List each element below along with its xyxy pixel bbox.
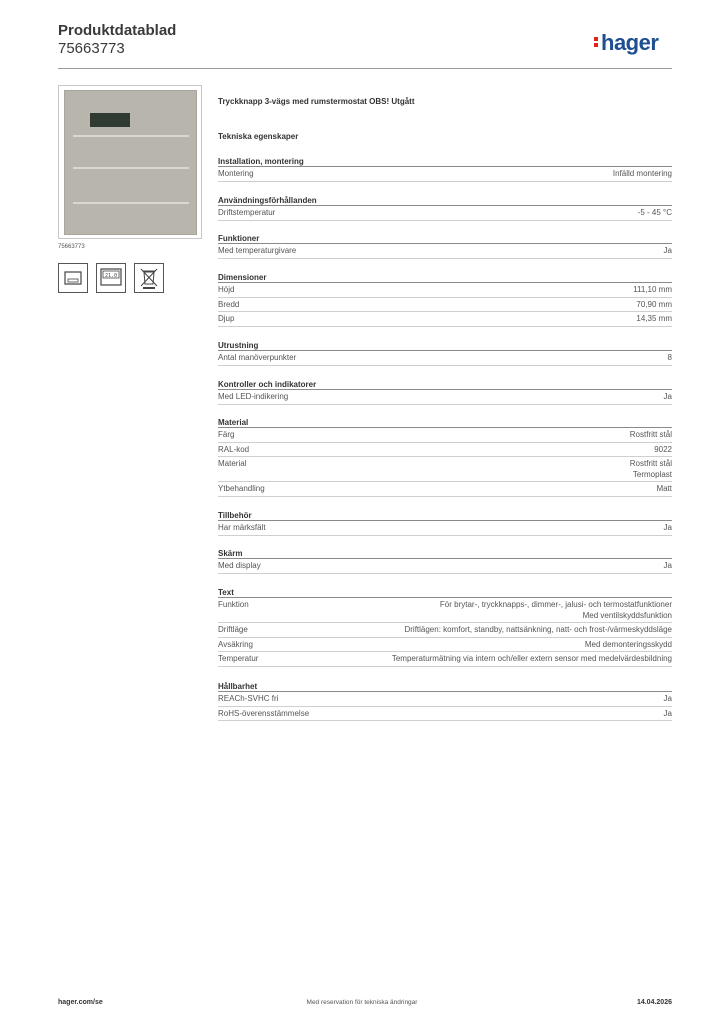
section-title: Tillbehör (218, 510, 672, 521)
product-display-icon (90, 113, 130, 127)
logo-text: hager (601, 30, 659, 55)
section-title: Skärm (218, 548, 672, 559)
spec-value (261, 561, 672, 572)
section-title: Dimensioner (218, 272, 672, 283)
spec-value-line: Driftlägen: komfort, standby, nattsänkning, natt- och frost-/värmeskyddsläge (404, 625, 672, 634)
spec-value-line: Ja (663, 392, 672, 401)
spec-value-line: Rostfritt stål (629, 459, 672, 468)
spec-value (249, 445, 672, 456)
spec-section (218, 340, 672, 366)
spec-row (218, 443, 672, 458)
spec-label: Med LED-indikering (218, 392, 289, 401)
spec-label: RoHS-överensstämmelse (218, 708, 310, 718)
spec-section (218, 156, 672, 182)
spec-row (218, 521, 672, 536)
spec-value-line: Ja (663, 708, 672, 718)
section-title: Utrustning (218, 340, 672, 351)
specs-heading: Tekniska egenskaper (218, 132, 299, 141)
spec-value-line: Termoplast (632, 469, 672, 479)
spec-label: Djup (218, 314, 235, 323)
svg-text:21.0: 21.0 (104, 273, 118, 279)
spec-section (218, 681, 672, 721)
spec-value (234, 430, 672, 441)
spec-value (275, 208, 672, 219)
spec-label: RAL-kod (218, 444, 250, 454)
spec-value (253, 640, 672, 651)
spec-section (218, 510, 672, 536)
spec-section (218, 195, 672, 221)
spec-label: Funktion (218, 600, 249, 609)
spec-value (258, 654, 672, 665)
spec-row (218, 312, 672, 327)
spec-label: Ytbehandling (218, 484, 265, 493)
logo-dots-icon (594, 35, 599, 49)
spec-label: Material (218, 459, 247, 468)
thermostat-display-icon (58, 263, 88, 293)
spec-value (296, 353, 672, 364)
spec-label: Temperatur (218, 654, 259, 663)
spec-value (234, 314, 672, 325)
spec-row (218, 652, 672, 667)
spec-value-line: Ja (663, 561, 672, 570)
spec-section (218, 379, 672, 405)
spec-row (218, 298, 672, 313)
section-title: Användningsförhållanden (218, 195, 672, 206)
rocker-divider (73, 202, 189, 204)
spec-row (218, 283, 672, 298)
hager-logo (594, 30, 658, 56)
product-image-caption: 75663773 (58, 244, 85, 250)
rocker-divider (73, 135, 189, 137)
spec-value-line: Rostfritt stål (629, 430, 672, 439)
temperature-display-icon (96, 263, 126, 293)
spec-row (218, 428, 672, 443)
spec-section (218, 233, 672, 259)
spec-value-line: Matt (656, 484, 672, 493)
spec-row (218, 692, 672, 707)
spec-value-line: Temperaturmätning via intern och/eller extern sensor med medelvärdesbildning (391, 654, 672, 663)
footer-disclaimer: Med reservation för tekniska ändringar (306, 999, 418, 1006)
spec-row (218, 707, 672, 722)
section-title: Funktioner (218, 233, 672, 244)
footer-date: 14.04.2026 (636, 999, 672, 1006)
spec-value-line: 70,90 mm (636, 299, 672, 309)
spec-value (248, 625, 672, 636)
document-title: Produktdatablad (58, 22, 177, 39)
spec-value-line: 111,10 mm (633, 285, 672, 294)
weee-crossed-bin-icon (134, 263, 164, 293)
spec-row (218, 623, 672, 638)
spec-row (218, 559, 672, 574)
product-image (64, 90, 197, 235)
spec-section (218, 548, 672, 574)
spec-section (218, 587, 672, 667)
spec-label: Montering (218, 169, 254, 178)
spec-label: Med display (218, 561, 261, 570)
spec-row (218, 206, 672, 221)
spec-row (218, 244, 672, 259)
spec-row (218, 390, 672, 405)
spec-value-line: Med ventilskyddsfunktion (582, 610, 672, 620)
spec-row (218, 598, 672, 623)
section-title: Kontroller och indikatorer (218, 379, 672, 390)
spec-row (218, 482, 672, 497)
spec-value-line: -5 - 45 °C (637, 208, 672, 217)
spec-value (266, 523, 672, 534)
spec-value-line: Ja (663, 694, 672, 703)
spec-row (218, 638, 672, 653)
spec-label: Driftläge (218, 625, 248, 634)
product-image-frame (58, 85, 202, 239)
spec-value (246, 459, 672, 480)
spec-value (239, 300, 672, 311)
footer-website-link[interactable]: hager.com/se (58, 999, 103, 1006)
spec-section (218, 417, 672, 497)
product-number: 75663773 (58, 40, 125, 57)
section-title: Text (218, 587, 672, 598)
spec-row (218, 167, 672, 182)
spec-row (218, 351, 672, 366)
spec-label: Höjd (218, 285, 235, 294)
spec-label: Driftstemperatur (218, 208, 276, 217)
spec-value (249, 600, 672, 621)
product-name: Tryckknapp 3-vägs med rumstermostat OBS! Utgått (218, 97, 415, 106)
spec-value-line: 14,35 mm (636, 314, 672, 323)
spec-value-line: 8 (667, 353, 672, 362)
section-title: Hållbarhet (218, 681, 672, 692)
spec-label: Bredd (218, 299, 240, 309)
spec-value-line: För brytar-, tryckknapps-, dimmer-, jalusi- och termostatfunktioner (439, 600, 672, 609)
spec-value (254, 169, 672, 180)
header-divider (58, 68, 672, 69)
spec-label: Färg (218, 430, 235, 439)
spec-value (265, 484, 672, 495)
rocker-divider (73, 167, 189, 169)
spec-value-line: 9022 (654, 444, 672, 454)
spec-value (288, 392, 672, 403)
spec-value (278, 694, 672, 705)
spec-row (218, 457, 672, 482)
section-title: Installation, montering (218, 156, 672, 167)
section-title: Material (218, 417, 672, 428)
spec-value (296, 246, 672, 257)
spec-label: Avsäkring (218, 639, 253, 649)
spec-value-line: Ja (663, 523, 672, 532)
spec-value-line: Infälld montering (612, 169, 672, 178)
spec-label: REACh-SVHC fri (218, 694, 279, 703)
spec-label: Med temperaturgivare (218, 246, 297, 255)
spec-label: Har märksfält (218, 523, 266, 532)
spec-value-line: Ja (663, 246, 672, 255)
spec-value (234, 285, 672, 296)
spec-section (218, 272, 672, 327)
spec-value (309, 709, 672, 720)
spec-value-line: Med demonteringsskydd (584, 639, 672, 649)
spec-label: Antal manöverpunkter (218, 353, 297, 362)
